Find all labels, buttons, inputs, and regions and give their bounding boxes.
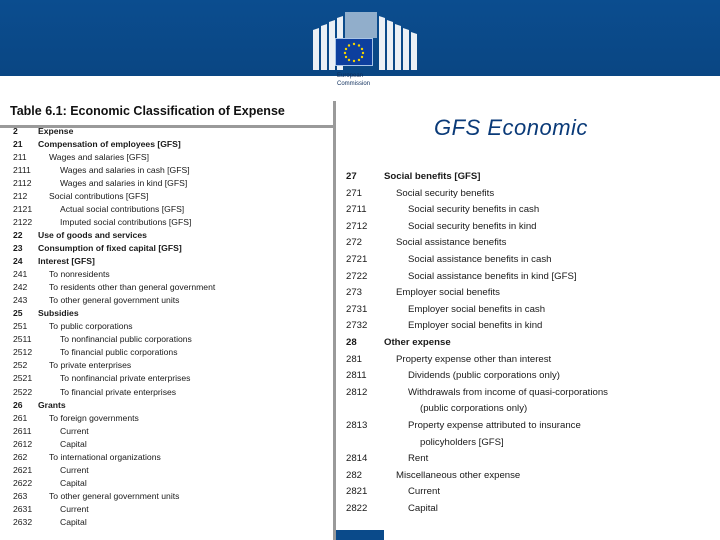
row-code: 2711 (346, 204, 367, 216)
row-label: To public corporations (49, 321, 133, 332)
row-label: Current (60, 503, 89, 514)
row-code: 27 (346, 171, 357, 182)
table-row (13, 503, 333, 516)
row-code: 261 (13, 412, 28, 423)
logo-line2: Commission (337, 81, 371, 87)
table-row (346, 235, 666, 251)
table-row (13, 412, 333, 425)
row-code: 2511 (13, 334, 32, 345)
table-row (13, 294, 333, 307)
row-label: To nonresidents (49, 269, 110, 280)
logo-line1: European (337, 73, 364, 79)
row-code: 252 (13, 360, 28, 371)
table-row (13, 203, 333, 216)
row-label: Social security benefits in cash (408, 204, 540, 216)
row-label: To private enterprises (49, 360, 132, 371)
footer-strip (336, 530, 384, 540)
row-code: 2712 (346, 220, 368, 232)
row-label: To financial private enterprises (60, 386, 177, 397)
table-row (13, 177, 333, 190)
table-row (13, 399, 333, 412)
row-code: 2822 (346, 503, 368, 514)
row-code: 251 (13, 321, 28, 332)
row-label: To residents other than general government (49, 282, 216, 293)
row-code: 2632 (13, 517, 33, 527)
table-row (346, 368, 666, 384)
row-code: 2814 (346, 453, 368, 465)
table-row (13, 425, 333, 438)
row-code: 21 (13, 138, 23, 149)
row-code: 2722 (346, 270, 368, 282)
row-code: 272 (346, 237, 363, 249)
row-code: 2612 (13, 438, 33, 449)
row-code: 2732 (346, 320, 368, 332)
table-row (13, 255, 333, 268)
row-code: 2812 (346, 386, 368, 398)
table-row (346, 186, 666, 202)
row-code: 273 (346, 287, 363, 299)
row-code: 271 (346, 187, 363, 199)
table-row (13, 451, 333, 464)
row-label: Wages and salaries in kind [GFS] (60, 177, 188, 188)
table-row (13, 138, 333, 151)
row-label: Rent (408, 453, 429, 465)
table-row (346, 401, 666, 417)
row-code: 2622 (13, 477, 33, 488)
row-code: 2721 (346, 254, 368, 265)
table-title: Table 6.1: Economic Classification of Expense (10, 104, 285, 118)
table-row (13, 359, 333, 372)
row-code: 282 (346, 469, 363, 481)
row-code: 23 (13, 242, 23, 253)
row-label: Capital (408, 503, 438, 514)
table-row (13, 386, 333, 399)
table-row (346, 285, 666, 301)
table-row (346, 451, 666, 467)
table-row (346, 335, 666, 351)
row-code: 22 (13, 229, 23, 240)
row-label: Subsidies (38, 308, 79, 319)
row-label: Expense (38, 125, 74, 136)
row-label: Withdrawals from income of quasi-corporations (408, 386, 608, 398)
row-label: Capital (60, 438, 87, 449)
row-label: Social security benefits in kind (408, 220, 537, 232)
table-row (346, 169, 666, 185)
table-row (13, 490, 333, 503)
row-label: Actual social contributions [GFS] (60, 203, 185, 214)
table-row (13, 333, 333, 346)
table-row (346, 269, 666, 285)
row-code: 24 (13, 256, 23, 266)
row-label: To nonfinancial public corporations (60, 334, 192, 345)
row-code: 241 (13, 269, 28, 280)
european-commission-logo (305, 0, 430, 96)
table-row (346, 435, 666, 451)
table-row (13, 477, 333, 490)
row-code: 2522 (13, 386, 33, 397)
table-row (346, 302, 666, 318)
row-label: Employer social benefits in kind (408, 320, 543, 332)
table-row (13, 229, 333, 242)
slide-title: GFS Economic (434, 115, 588, 140)
table-row (13, 151, 333, 164)
row-label: Other expense (384, 337, 451, 348)
row-code: 2621 (13, 464, 33, 475)
row-label: Property expense attributed to insurance (408, 420, 581, 431)
row-label: Employer social benefits (396, 287, 500, 299)
row-code: 2611 (13, 425, 32, 436)
table-row (13, 164, 333, 177)
row-code: 2121 (13, 203, 33, 214)
table-row (346, 252, 666, 268)
row-code: 2631 (13, 503, 33, 514)
row-label: Grants (38, 399, 66, 410)
row-label: To other general government units (49, 295, 180, 306)
row-code: 242 (13, 282, 28, 293)
table-row (13, 438, 333, 451)
row-label: (public corporations only) (420, 403, 528, 415)
row-code: 2521 (13, 373, 33, 384)
column-divider (333, 101, 336, 540)
row-code: 25 (13, 308, 23, 319)
table-row (13, 464, 333, 477)
table-row (13, 190, 333, 203)
row-label: Capital (60, 517, 87, 527)
eu-flag-icon (335, 38, 373, 66)
row-code: 212 (13, 190, 28, 201)
row-label: Compensation of employees [GFS] (38, 138, 181, 149)
row-code: 2821 (346, 486, 368, 498)
row-label: To nonfinancial private enterprises (60, 373, 191, 384)
row-code: 2 (13, 125, 18, 136)
table-row (13, 216, 333, 229)
row-label: To other general government units (49, 490, 180, 501)
row-label: To international organizations (49, 451, 161, 462)
row-label: Social assistance benefits (396, 237, 507, 249)
logo-text (337, 72, 370, 88)
row-code: 2731 (346, 303, 368, 315)
table-row (346, 418, 666, 434)
row-label: Property expense other than interest (396, 353, 552, 365)
row-label: Social assistance benefits in cash (408, 254, 552, 265)
table-row (13, 268, 333, 281)
table-row (346, 318, 666, 334)
table-row (346, 468, 666, 484)
row-label: Consumption of fixed capital [GFS] (38, 242, 182, 253)
table-row (13, 242, 333, 255)
table-row (13, 125, 333, 138)
table-row (13, 307, 333, 320)
table-row (13, 346, 333, 359)
row-label: Current (60, 464, 89, 475)
row-code: 2112 (13, 177, 32, 188)
row-label: Capital (60, 477, 87, 488)
row-code: 28 (346, 337, 357, 348)
row-label: Wages and salaries in cash [GFS] (60, 164, 190, 175)
table-row (13, 320, 333, 333)
row-label: Social assistance benefits in kind [GFS] (408, 270, 577, 282)
row-label: Social security benefits (396, 187, 495, 199)
row-label: Social contributions [GFS] (49, 190, 149, 201)
row-label: Employer social benefits in cash (408, 303, 546, 315)
row-code: 2111 (13, 164, 31, 175)
row-label: Current (408, 486, 440, 498)
table-row (346, 352, 666, 368)
row-label: Use of goods and services (38, 229, 147, 240)
row-label: Current (60, 425, 89, 436)
row-code: 2122 (13, 216, 33, 227)
row-code: 2512 (13, 347, 33, 358)
row-label: Interest [GFS] (38, 256, 95, 266)
row-code: 262 (13, 451, 28, 462)
table-row (346, 484, 666, 500)
row-label: To financial public corporations (60, 347, 178, 358)
row-code: 243 (13, 295, 28, 306)
table-row (346, 385, 666, 401)
row-code: 263 (13, 490, 28, 501)
row-label: Imputed social contributions [GFS] (60, 216, 192, 227)
row-label: policyholders [GFS] (420, 436, 504, 448)
table-row (13, 516, 333, 529)
table-row (13, 281, 333, 294)
table-row (13, 372, 333, 385)
row-code: 211 (13, 151, 27, 162)
row-label: Dividends (public corporations only) (408, 370, 560, 382)
table-row (346, 202, 666, 218)
row-code: 2811 (346, 370, 367, 382)
table-row (346, 501, 666, 517)
row-code: 281 (346, 353, 363, 365)
row-label: Wages and salaries [GFS] (49, 151, 149, 162)
row-code: 26 (13, 399, 23, 410)
row-label: Miscellaneous other expense (396, 469, 521, 481)
table-row (346, 219, 666, 235)
row-code: 2813 (346, 420, 368, 431)
row-label: To foreign governments (49, 412, 139, 423)
row-label: Social benefits [GFS] (384, 171, 481, 182)
